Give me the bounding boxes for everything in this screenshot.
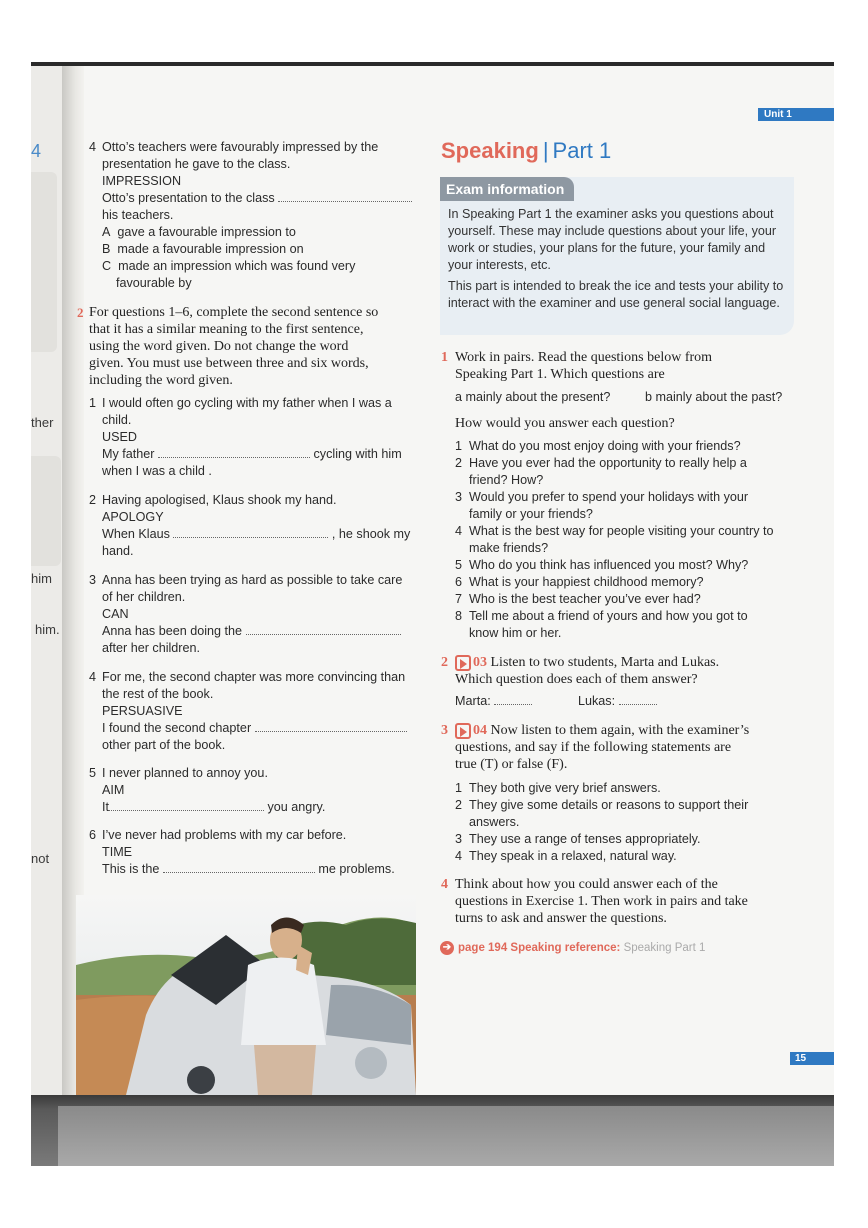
exercise-number: 2 [77,305,84,320]
item-text: I never planned to annoy you. [102,766,268,780]
item-number: 4 [89,140,97,154]
keyword: AIM [102,783,125,797]
statement-item: They give some details or reasons to support their [469,798,749,812]
option-c-continued: favourable by [116,276,192,290]
option-c: C made an impression which was found very [102,259,356,273]
instruction-line: including the word given. [89,373,233,388]
answer-blank[interactable] [278,192,412,202]
answer-continued: hand. [102,544,134,558]
item-number: 2 [89,493,97,507]
option-a: A gave a favourable impression to [102,225,296,239]
answer-blank[interactable] [494,695,532,705]
exercise-1-options [455,389,795,406]
answer-end: me problems. [318,862,395,876]
exercise-number: 2 [441,655,448,670]
strip-fragment: him. [35,622,60,637]
item-number: 6 [89,828,97,842]
answer-start: Anna has been doing the [102,624,243,638]
exercise-1 [441,349,793,383]
answer-label: Lukas: [578,694,616,708]
strip-fragment: ther [31,415,54,430]
item-text: For me, the second chapter was more convincing than [102,670,406,684]
keyword: IMPRESSION [102,174,182,188]
photo-man-with-broken-car [76,895,416,1095]
keyword: CAN [102,607,129,621]
exercise-2-answers [455,693,795,710]
exercise-1-questions: 1 What do you most enjoy doing with your friends? 2 Have you ever had the opportunity to really help a friend? How? 3 Would you prefer to spend your holidays with your family or your friends? 4 What is the best way for people visiting your country to make friends? 5 Who do you think has influenced you most? Why? 6 What is your happiest childhood memory? 7 Who is the best teacher you’ve ever had? 8 Tell me about a friend of yours and how you got to know him or her. [455,438,795,642]
instruction-line: given. You must use between three and six words, [89,356,369,371]
option-b: b mainly about the past? [645,390,783,404]
answer-label: Marta: [455,694,491,708]
option-a: a mainly about the present? [455,390,611,404]
item-text: I would often go cycling with my father when I was a [102,396,392,410]
answer-end: his teachers. [102,208,174,222]
question-text: presentation he gave to the class. [102,157,291,171]
answer-start: My father [102,447,155,461]
question-item: Tell me about a friend of yours and how you got to [469,609,748,623]
instruction-line: Work in pairs. Read the questions below from [455,350,713,365]
statement-item: They both give very brief answers. [469,781,661,795]
exercise-3-statements: 1 They both give very brief answers. 2 They give some details or reasons to support their answers. 3 They use a range of tenses appropriately. 4 They speak in a relaxed, natural way. [455,780,795,865]
answer-start: When Klaus [102,527,170,541]
audio-play-icon[interactable] [455,723,471,739]
answer-blank[interactable] [255,722,407,732]
page-number-badge: 15 [790,1052,834,1065]
item-number: 5 [89,766,97,780]
item-text: the rest of the book. [102,687,214,701]
exercise-1-subquestion: How would you answer each question? [455,416,675,431]
answer-blank[interactable] [109,801,264,811]
transformation-item-4 [89,669,424,754]
question-item: What is your happiest childhood memory? [469,575,704,589]
answer-start: It [102,800,109,814]
strip-fragment: him [31,571,52,586]
answer-blank[interactable] [158,448,310,458]
exercise-number: 3 [441,723,448,738]
keyword: PERSUASIVE [102,704,183,718]
keyword: APOLOGY [102,510,164,524]
question-item: What is the best way for people visiting your country to [469,524,774,538]
strip-panel [31,456,61,566]
exercise-4 [441,876,793,927]
answer-continued: other part of the book. [102,738,226,752]
answer-start: Otto’s presentation to the class [102,191,275,205]
exercise-2: 2 03 Listen to two students, Marta and Lukas. Which question does each of them answer? [441,654,793,688]
instruction-line: Speaking Part 1. Which questions are [455,367,665,382]
answer-blank[interactable] [173,528,328,538]
instruction-line: Which question does each of them answer? [455,672,698,687]
strip-fragment: 4 [31,141,42,161]
instruction-line: For questions 1–6, complete the second sentence so [89,305,379,320]
instruction-line: turns to ask and answer the questions. [455,911,667,926]
exam-information-tab: Exam information [440,177,574,201]
answer-blank[interactable] [163,863,315,873]
option-b: B made a favourable impression on [102,242,304,256]
exam-information-text [448,206,790,312]
speaking-reference-link[interactable]: ➔ page 194 Speaking reference: Speaking Part 1 [440,941,705,955]
keyword: TIME [102,845,133,859]
answer-blank[interactable] [246,625,401,635]
item-text: Anna has been trying as hard as possible to take care [102,573,403,587]
exam-paragraph: In Speaking Part 1 the examiner asks you questions about yourself. These may include questions about your life, your work or studies, your plans for the future, your family and your interests, etc. [448,207,777,272]
transformation-item-1 [89,395,424,480]
question-text: Otto’s teachers were favourably impressed by the [102,140,379,154]
exercise-number: 4 [441,877,448,892]
item-text: child. [102,413,132,427]
answer-continued: after her children. [102,641,201,655]
instruction-line: that it has a similar meaning to the first sentence, [89,322,364,337]
strip-fragment: not [31,851,50,866]
strip-panel [31,172,57,352]
item-text: Having apologised, Klaus shook my hand. [102,493,337,507]
transformation-item-2 [89,492,424,560]
item-text: I’ve never had problems with my car before. [102,828,347,842]
question-item: Who is the best teacher you’ve ever had? [469,592,701,606]
answer-end: you angry. [267,800,326,814]
instruction-line: questions in Exercise 1. Then work in pairs and take [455,894,748,909]
answer-continued: when I was a child . [102,464,212,478]
question-item: What do you most enjoy doing with your friends? [469,439,741,453]
transformation-item-5 [89,765,424,816]
answer-end: cycling with him [313,447,402,461]
answer-blank[interactable] [619,695,657,705]
arrow-right-icon: ➔ [440,941,454,955]
page-title: Speaking | Part 1 [441,138,612,163]
exam-paragraph: This part is intended to break the ice and tests your ability to interact with the examiner and use general social language. [448,279,784,310]
exercise-3: 3 04 Now listen to them again, with the examiner’s questions, and say if the following statements are true (T) or false (F). [441,722,793,773]
question-item: Have you ever had the opportunity to really help a [469,456,747,470]
track-number: 04 [473,723,487,738]
question-item: Would you prefer to spend your holidays with your [469,490,749,504]
instruction-line: using the word given. Do not change the word [89,339,349,354]
page-top-edge [31,62,834,66]
item-number: 4 [89,670,97,684]
audio-play-icon[interactable] [455,655,471,671]
transformation-item-6 [89,827,424,878]
answer-start: This is the [102,862,160,876]
item-text: of her children. [102,590,186,604]
instruction-line: questions, and say if the following statements are [455,740,732,755]
keyword: USED [102,430,137,444]
book-bottom-surface [58,1106,834,1166]
item-number: 3 [89,573,97,587]
instruction-line: true (T) or false (F). [455,757,568,772]
left-column [89,139,424,292]
statement-item: They use a range of tenses appropriately. [469,832,701,846]
exercise-number: 1 [441,350,448,365]
statement-item: They speak in a relaxed, natural way. [469,849,677,863]
exercise-2-instructions [77,304,422,389]
transformation-item-3 [89,572,424,657]
item-number: 1 [89,396,97,410]
answer-end: , he shook my [331,527,411,541]
instruction-line: Think about how you could answer each of the [455,877,718,892]
question-item: Who do you think has influenced you most? Why? [469,558,749,572]
answer-start: I found the second chapter [102,721,252,735]
unit-badge: Unit 1 [758,108,834,121]
track-number: 03 [473,655,487,670]
